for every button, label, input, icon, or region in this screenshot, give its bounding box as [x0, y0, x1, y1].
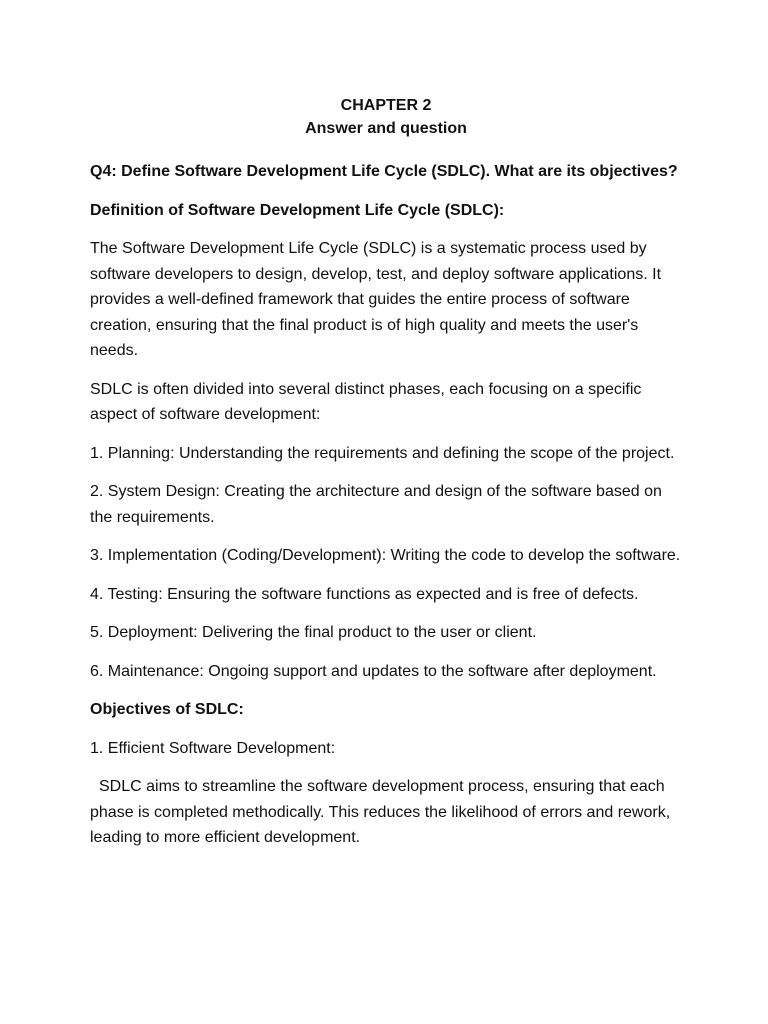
chapter-title: CHAPTER 2 [340, 97, 432, 114]
objectives-heading: Objectives of SDLC: [90, 701, 244, 718]
objective-1-title: 1. Efficient Software Development: [90, 739, 336, 757]
phase-item-system-design: 2. System Design: Creating the architecture and design of the software based on the requirements. [90, 483, 662, 526]
phase-item-implementation: 3. Implementation (Coding/Development): Writing the code to develop the software. [90, 547, 681, 564]
definition-paragraph: The Software Development Life Cycle (SDLC) is a systematic process used by software developers to design, develop, test, and deploy software applications. It provides a well-defined framework that guides the entire process of software creation, ensuring that the final product is of high quality and meets the user's needs. [90, 240, 662, 359]
phase-item-maintenance: 6. Maintenance: Ongoing support and updates to the software after deployment. [90, 662, 657, 680]
phases-intro: SDLC is often divided into several distinct phases, each focusing on a specific aspect of software development: [90, 380, 642, 423]
chapter-subtitle: Answer and question [305, 120, 467, 137]
definition-heading: Definition of Software Development Life Cycle (SDLC): [90, 201, 505, 219]
document-body [90, 94, 682, 864]
phase-item-deployment: 5. Deployment: Delivering the final product to the user or client. [90, 624, 537, 641]
title-block [90, 94, 682, 140]
objective-1-text: SDLC aims to streamline the software development process, ensuring that each phase is completed methodically. This reduces the likelihood of errors and rework, leading to more efficient development. [90, 778, 671, 846]
question-heading: Q4: Define Software Development Life Cycle (SDLC). What are its objectives? [90, 163, 678, 180]
phase-item-planning: 1. Planning: Understanding the requirements and defining the scope of the project. [90, 444, 675, 462]
phase-item-testing: 4. Testing: Ensuring the software functions as expected and is free of defects. [90, 585, 639, 603]
